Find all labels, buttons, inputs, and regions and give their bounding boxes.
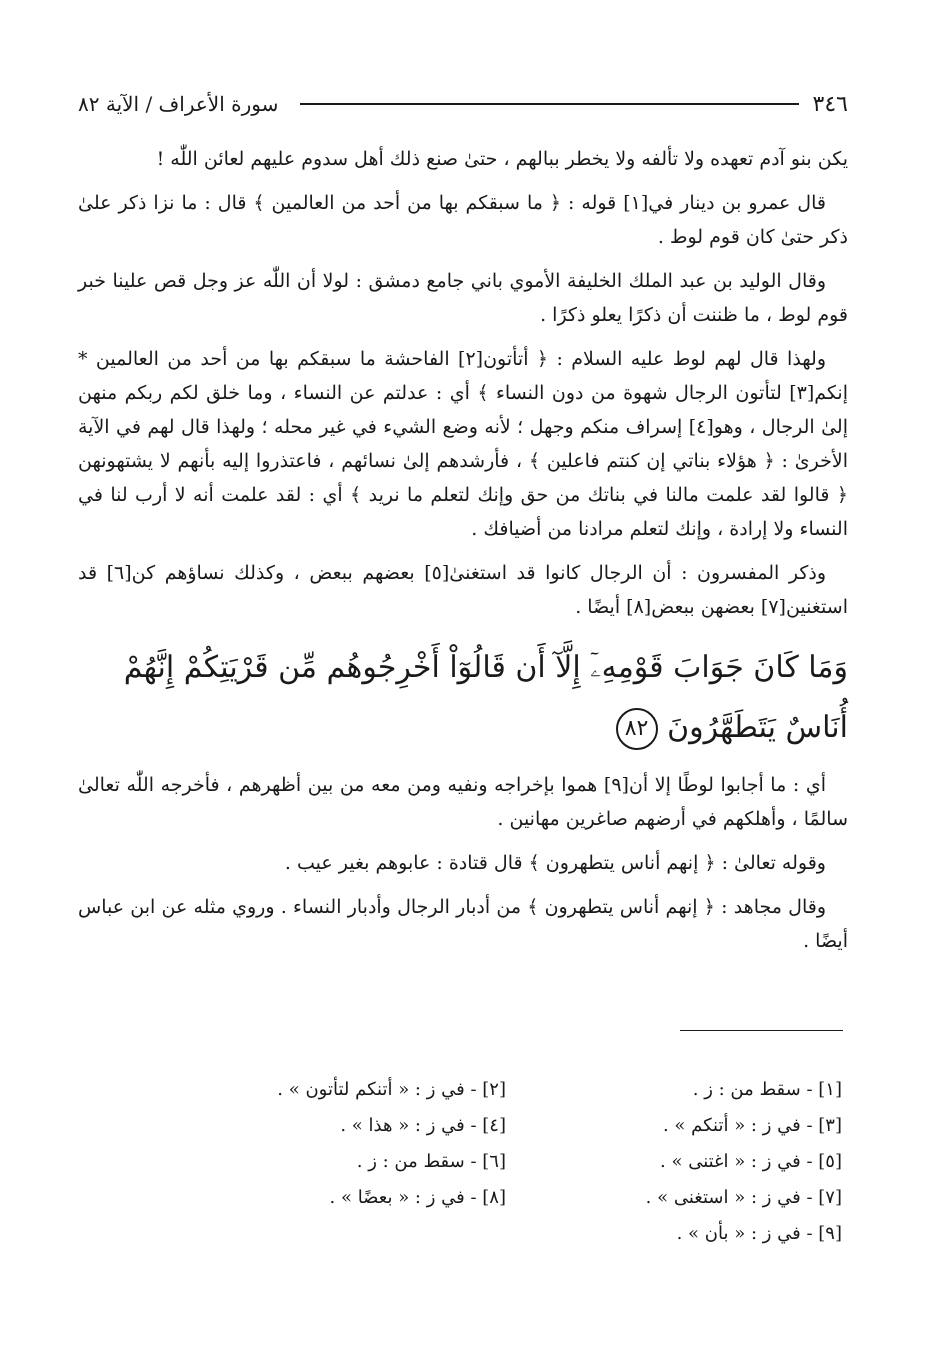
footnote-5: [٥] - في ز : « اغتنى » .	[660, 1151, 842, 1172]
paragraph-4: ولهذا قال لهم لوط عليه السلام : ﴿ أتأتون[٢] الفاحشة ما سبقكم بها من أحد من العالمين * إنكم[٣] لتأتون الرجال شهوة من دون النساء ﴾ أي : عدلتم عن النساء ، وما خلق لكم ربكم منهن إلىٰ الرجال ، وهو[٤] إسراف منكم وجهل ؛ لأنه وضع الشيء في غير محله ؛ ولهذا قال لهم في الآية الأخرىٰ : ﴿ هؤلاء بناتي إن كنتم فاعلين ﴾ ، فأرشدهم إلىٰ نسائهم ، فاعتذروا إليه بأنهم لا يشتهونهن ﴿ قالوا لقد علمت مالنا في بناتك من حق وإنك لتعلم ما نريد ﴾ أي : لقد علمت أنه لا أرب لنا في النساء ولا إرادة ، وإنك لتعلم مرادنا من أضيافك .	[78, 348, 849, 540]
ayah-number-marker: ٨٢	[616, 708, 658, 750]
footnote-4: [٤] - في ز : « هذا » .	[340, 1115, 506, 1136]
footnote-7: [٧] - في ز : « استغنى » .	[645, 1187, 842, 1208]
paragraph-6: أي : ما أجابوا لوطًا إلا أن[٩] هموا بإخراجه ونفيه ومن معه من بين أظهرهم ، فأخرجه اللّٰه تعالىٰ سالمًا ، وأهلكهم في أرضهم صاغرين مهانين .	[78, 774, 848, 830]
page-number: ٣٤٦	[812, 91, 848, 117]
footnote-3: [٣] - في ز : « أتنكم » .	[662, 1115, 842, 1136]
quran-verse	[78, 638, 848, 758]
paragraph-5: وذكر المفسرون : أن الرجال كانوا قد استغنىٰ[٥] بعضهم ببعض ، وكذلك نساؤهم كن[٦] قد استغنين[٧] بعضهن ببعض[٨] أيضًا .	[78, 562, 848, 618]
footnote-8: [٨] - في ز : « بعضًا » .	[329, 1187, 506, 1208]
surah-title: سورة الأعراف / الآية ٨٢	[78, 92, 279, 116]
footnote-2: [٢] - في ز : « أتنكم لتأتون » .	[277, 1079, 506, 1100]
footnotes-left-column	[170, 1072, 506, 1252]
quran-verse-text: وَمَا كَانَ جَوَابَ قَوْمِهِۦٓ إِلَّآ أَن قَالُوٓاْ أَخْرِجُوهُم مِّن قَرْيَتِكُمْ إِنَّهُمْ أُنَاسٌ يَتَطَهَّرُونَ	[123, 650, 848, 745]
footnote-separator	[680, 1030, 843, 1031]
footnote-6: [٦] - سقط من : ز .	[356, 1151, 506, 1172]
paragraph-7: وقوله تعالىٰ : ﴿ إنهم أناس يتطهرون ﴾ قال قتادة : عابوهم بغير عيب .	[284, 852, 826, 874]
footnotes	[170, 1072, 850, 1252]
paragraph-8: وقال مجاهد : ﴿ إنهم أناس يتطهرون ﴾ من أدبار الرجال وأدبار النساء . وروي مثله عن ابن عباس أيضًا .	[78, 896, 848, 952]
footnote-9: [٩] - في ز : « بأن » .	[676, 1223, 842, 1244]
paragraph-3: وقال الوليد بن عبد الملك الخليفة الأموي باني جامع دمشق : لولا أن اللّٰه عز وجل قص علينا خبر قوم لوط ، ما ظننت أن ذكرًا يعلو ذكرًا .	[78, 270, 848, 326]
main-text	[78, 142, 848, 968]
footnote-1: [١] - سقط من : ز .	[692, 1079, 842, 1100]
footnotes-right-column	[506, 1072, 850, 1252]
paragraph-2: قال عمرو بن دينار في[١] قوله : ﴿ ما سبقكم بها من أحد من العالمين ﴾ قال : ما نزا ذكر علىٰ ذكر حتىٰ كان قوم لوط .	[78, 192, 848, 248]
paragraph-1: يكن بنو آدم تعهده ولا تألفه ولا يخطر ببالهم ، حتىٰ صنع ذلك أهل سدوم عليهم لعائن اللّٰه !	[156, 148, 848, 170]
header-rule	[300, 103, 798, 105]
page-header	[78, 86, 848, 122]
